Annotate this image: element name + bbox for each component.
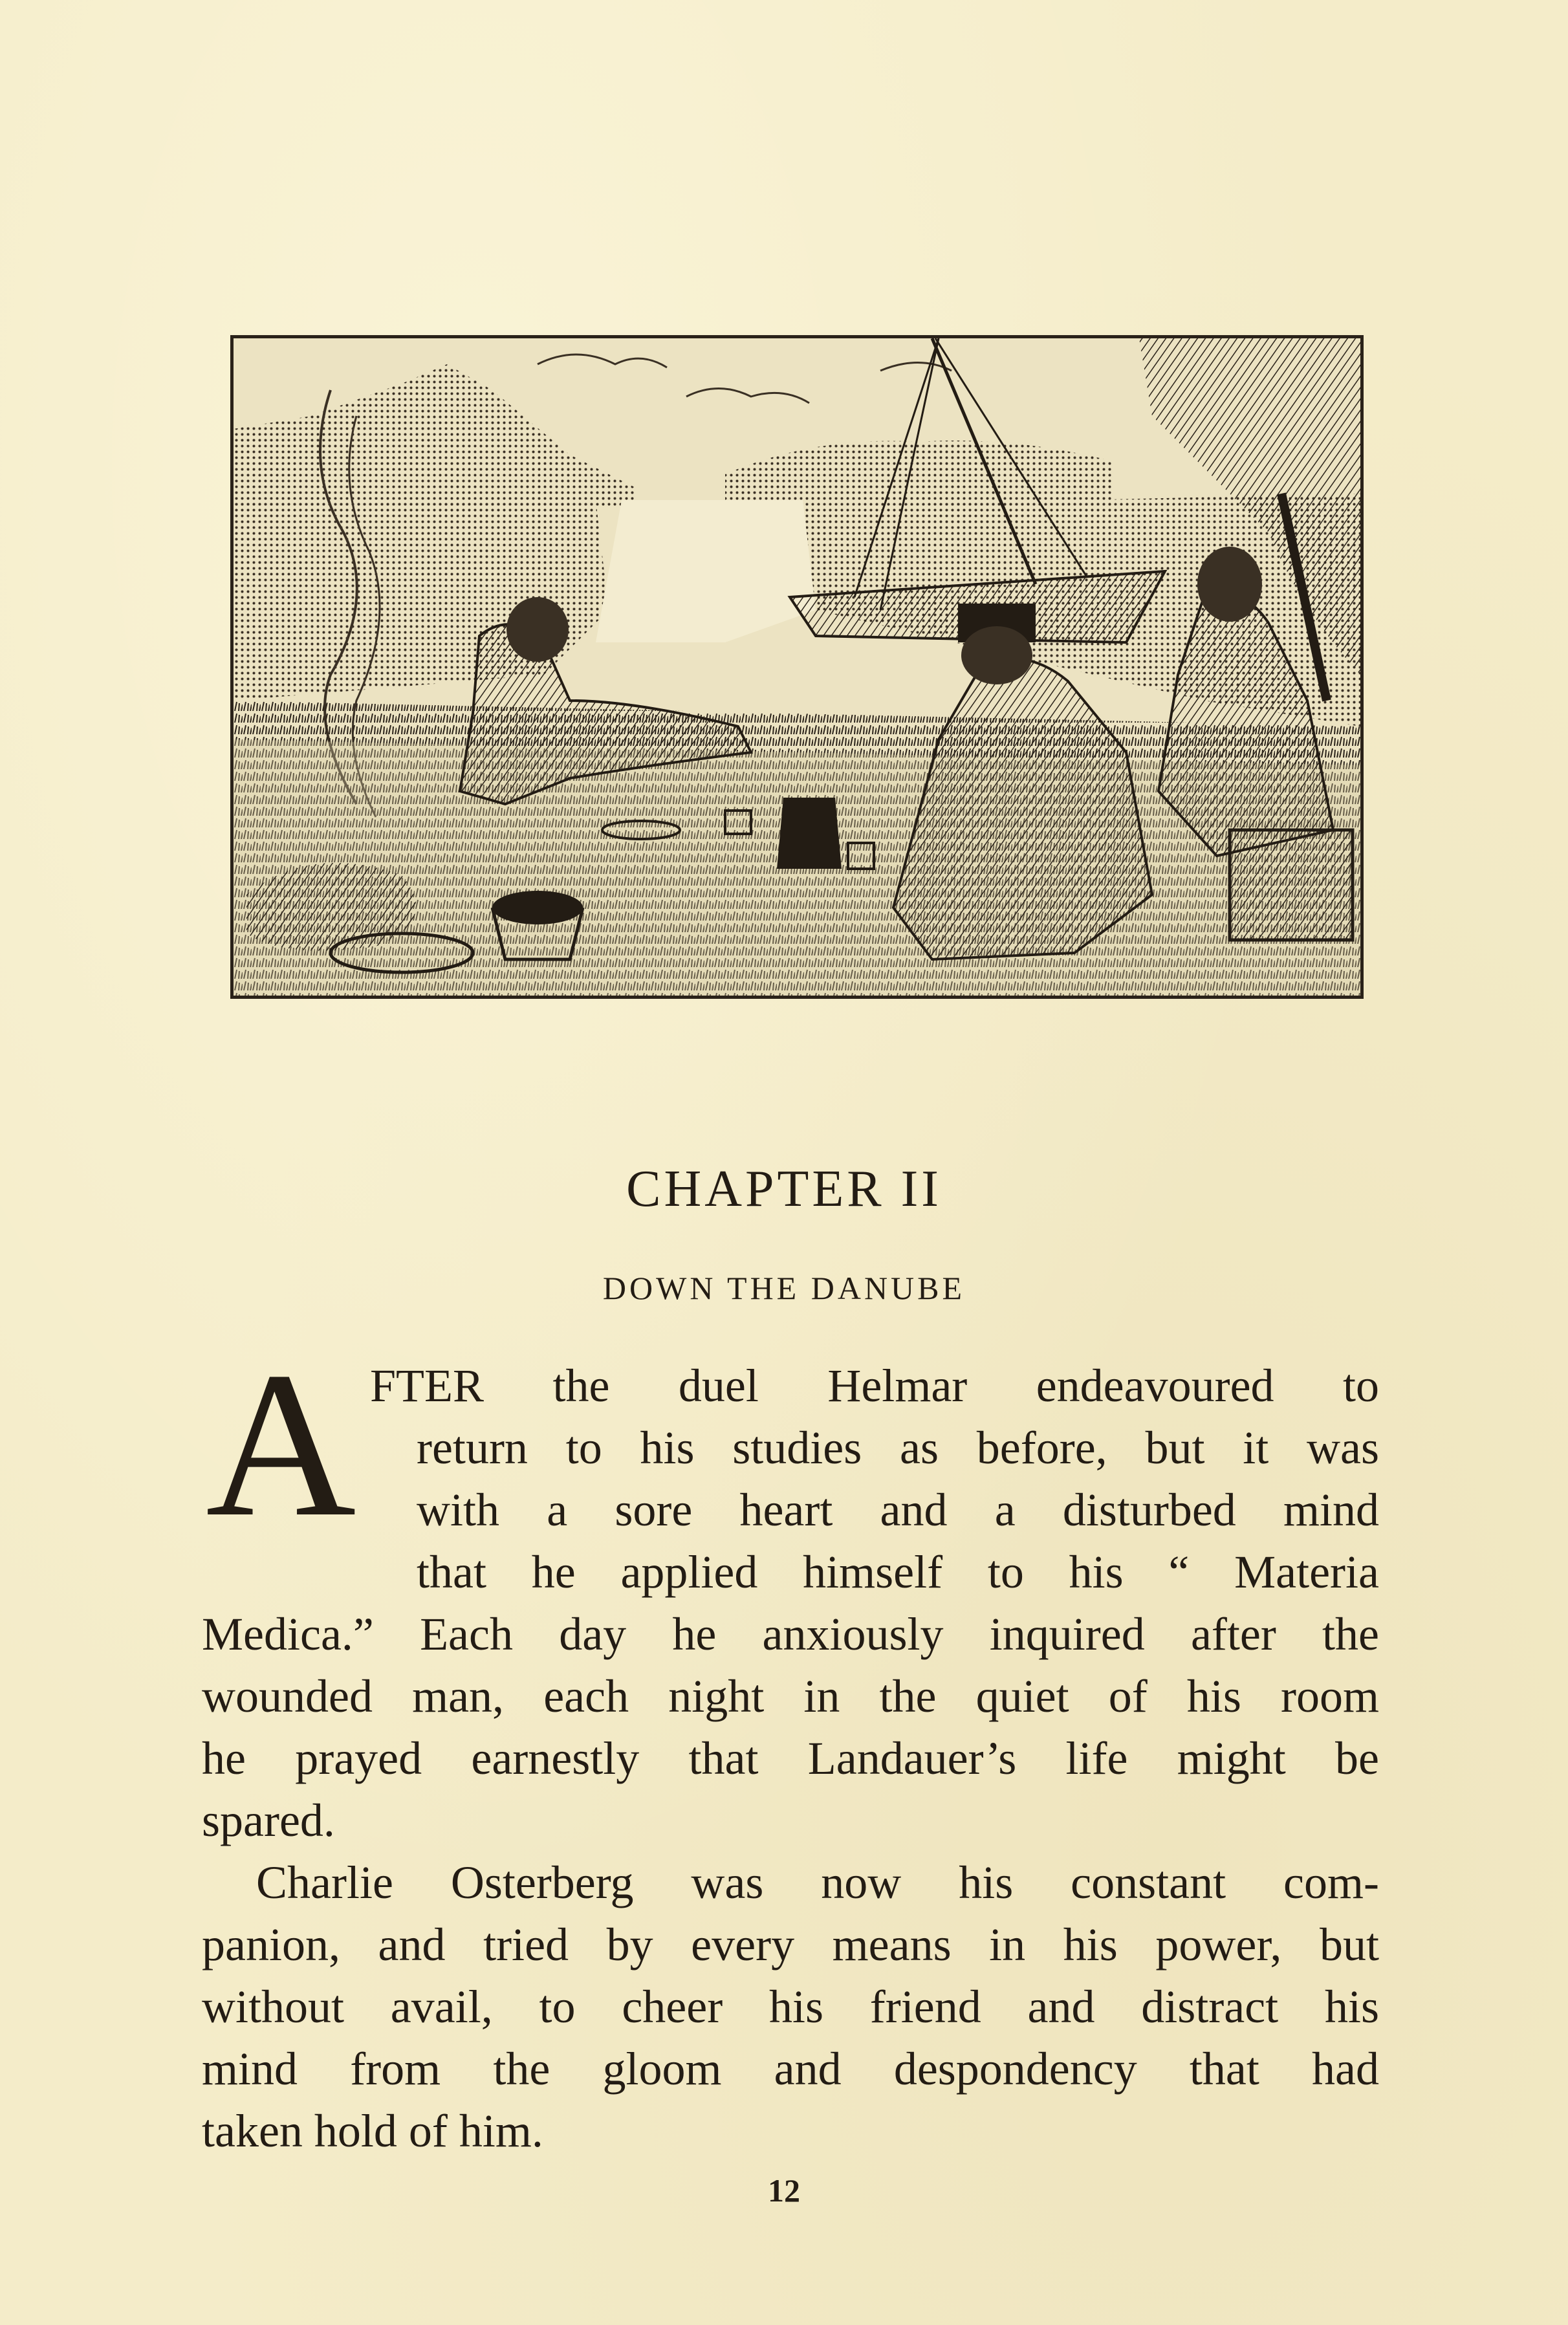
drop-cap: A <box>206 1329 356 1560</box>
page-number: 12 <box>768 2172 800 2209</box>
body-line-2: return to his studies as before, but it was <box>417 1422 1379 1474</box>
chapter-illustration <box>230 335 1364 999</box>
body-line-4: that he applied himself to his “ Materia <box>417 1546 1379 1598</box>
body-line-5: Medica.” Each day he anxiously inquired after the <box>202 1608 1379 1660</box>
body-line-12: mind from the gloom and despondency that had <box>202 2043 1379 2095</box>
chapter-subtitle: DOWN THE DANUBE <box>602 1270 966 1306</box>
body-line-7: he prayed earnestly that Landauer’s life might be <box>202 1732 1379 1784</box>
body-line-11: without avail, to cheer his friend and distract his <box>202 1981 1379 2033</box>
body-line-9: Charlie Osterberg was now his constant com- <box>256 1857 1379 1908</box>
chapter-title: CHAPTER II <box>626 1161 942 1217</box>
body-line-6: wounded man, each night in the quiet of his room <box>202 1670 1379 1722</box>
body-line-13: taken hold of him. <box>202 2105 543 2157</box>
body-line-3: with a sore heart and a disturbed mind <box>417 1484 1379 1536</box>
body-line-1: FTER the duel Helmar endeavoured to <box>370 1360 1379 1412</box>
body-line-10: panion, and tried by every means in his power, but <box>202 1919 1379 1970</box>
body-line-8: spared. <box>202 1795 335 1846</box>
engraving-illustration <box>234 338 1360 996</box>
